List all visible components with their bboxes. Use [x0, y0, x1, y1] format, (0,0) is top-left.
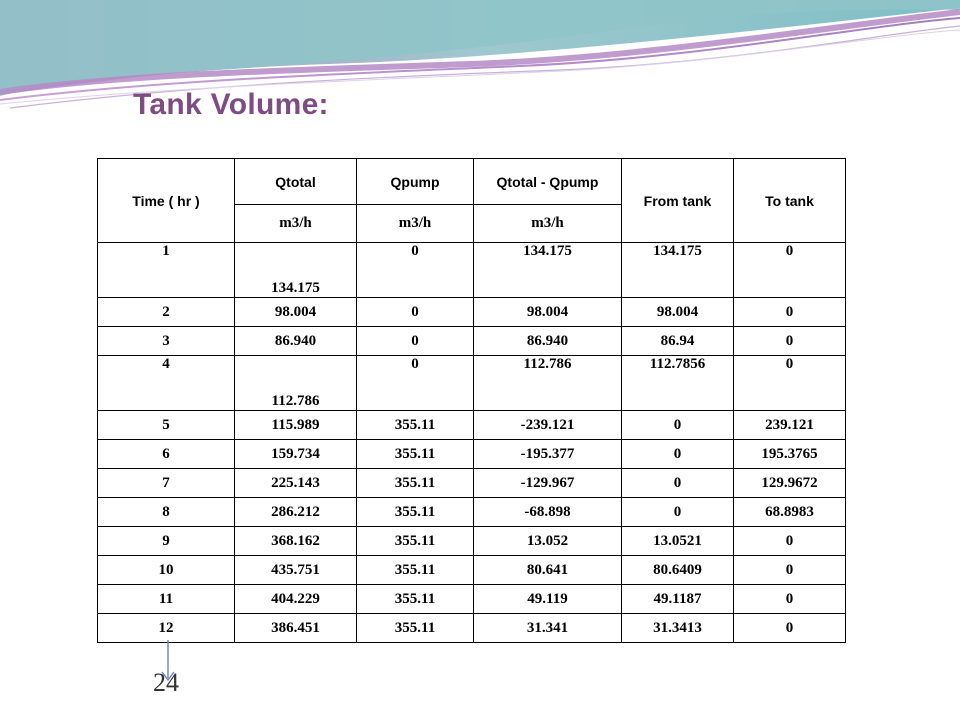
col-header-from-tank: From tank [622, 159, 734, 243]
page-title: Tank Volume: [133, 88, 329, 121]
cell-qpump: 0 [357, 243, 474, 298]
cell-from-tank: 98.004 [622, 298, 734, 327]
cell-qtotal: 386.451 [235, 614, 357, 643]
unit-diff: m3/h [474, 205, 622, 243]
table-row [98, 243, 846, 298]
cell-qtotal: 115.989 [235, 411, 357, 440]
tank-volume-table [97, 158, 846, 643]
cell-time: 6 [98, 440, 235, 469]
cell-to-tank: 0 [734, 614, 846, 643]
cell-diff: 13.052 [474, 527, 622, 556]
col-header-qpump: Qpump [357, 159, 474, 205]
cell-qpump: 355.11 [357, 411, 474, 440]
cell-qtotal: 134.175 [235, 243, 357, 298]
cell-qpump: 0 [357, 356, 474, 411]
cell-diff: 134.175 [474, 243, 622, 298]
cell-time: 7 [98, 469, 235, 498]
table-row [98, 411, 846, 440]
cell-from-tank: 112.7856 [622, 356, 734, 411]
cell-from-tank: 0 [622, 411, 734, 440]
cell-from-tank: 86.94 [622, 327, 734, 356]
cell-qtotal: 98.004 [235, 298, 357, 327]
table-row [98, 585, 846, 614]
cell-qpump: 0 [357, 327, 474, 356]
cell-diff: -68.898 [474, 498, 622, 527]
cell-diff: 31.341 [474, 614, 622, 643]
col-header-diff: Qtotal - Qpump [474, 159, 622, 205]
cell-from-tank: 80.6409 [622, 556, 734, 585]
cell-to-tank: 68.8983 [734, 498, 846, 527]
cell-qpump: 355.11 [357, 556, 474, 585]
table-row [98, 356, 846, 411]
cell-time: 9 [98, 527, 235, 556]
cell-to-tank: 0 [734, 327, 846, 356]
cell-from-tank: 0 [622, 440, 734, 469]
cell-qtotal: 225.143 [235, 469, 357, 498]
table-row [98, 556, 846, 585]
cell-from-tank: 0 [622, 469, 734, 498]
cell-from-tank: 134.175 [622, 243, 734, 298]
col-header-to-tank: To tank [734, 159, 846, 243]
cell-qpump: 355.11 [357, 527, 474, 556]
page-number: 24 [153, 668, 179, 697]
table-row [98, 469, 846, 498]
cell-from-tank: 31.3413 [622, 614, 734, 643]
cell-to-tank: 0 [734, 585, 846, 614]
cell-qtotal: 435.751 [235, 556, 357, 585]
cell-to-tank: 239.121 [734, 411, 846, 440]
cell-time: 1 [98, 243, 235, 298]
cell-to-tank: 129.9672 [734, 469, 846, 498]
table-row [98, 298, 846, 327]
cell-time: 5 [98, 411, 235, 440]
cell-qpump: 355.11 [357, 614, 474, 643]
cell-qpump: 355.11 [357, 498, 474, 527]
cell-qtotal: 368.162 [235, 527, 357, 556]
table-row [98, 527, 846, 556]
cell-qtotal: 159.734 [235, 440, 357, 469]
cell-from-tank: 49.1187 [622, 585, 734, 614]
cell-time: 10 [98, 556, 235, 585]
cell-from-tank: 0 [622, 498, 734, 527]
cell-diff: 86.940 [474, 327, 622, 356]
cell-to-tank: 0 [734, 356, 846, 411]
cell-diff: 98.004 [474, 298, 622, 327]
cell-qtotal: 404.229 [235, 585, 357, 614]
cell-qpump: 355.11 [357, 585, 474, 614]
cell-time: 12 [98, 614, 235, 643]
cell-diff: -195.377 [474, 440, 622, 469]
cell-diff: 112.786 [474, 356, 622, 411]
cell-qpump: 0 [357, 298, 474, 327]
col-header-qtotal: Qtotal [235, 159, 357, 205]
cell-to-tank: 195.3765 [734, 440, 846, 469]
cell-diff: 49.119 [474, 585, 622, 614]
cell-qpump: 355.11 [357, 440, 474, 469]
cell-time: 11 [98, 585, 235, 614]
table-row [98, 327, 846, 356]
cell-qpump: 355.11 [357, 469, 474, 498]
unit-qpump: m3/h [357, 205, 474, 243]
cell-qtotal: 86.940 [235, 327, 357, 356]
cell-to-tank: 0 [734, 243, 846, 298]
cell-time: 3 [98, 327, 235, 356]
table-row [98, 440, 846, 469]
header-row [98, 159, 846, 205]
cell-to-tank: 0 [734, 298, 846, 327]
cell-diff: -129.967 [474, 469, 622, 498]
table-row [98, 614, 846, 643]
unit-qtotal: m3/h [235, 205, 357, 243]
cell-to-tank: 0 [734, 527, 846, 556]
cell-to-tank: 0 [734, 556, 846, 585]
cell-diff: -239.121 [474, 411, 622, 440]
table-row [98, 498, 846, 527]
cell-diff: 80.641 [474, 556, 622, 585]
cell-time: 2 [98, 298, 235, 327]
cell-time: 8 [98, 498, 235, 527]
cell-qtotal: 286.212 [235, 498, 357, 527]
cell-from-tank: 13.0521 [622, 527, 734, 556]
cell-time: 4 [98, 356, 235, 411]
col-header-time: Time ( hr ) [98, 159, 235, 243]
cell-qtotal: 112.786 [235, 356, 357, 411]
